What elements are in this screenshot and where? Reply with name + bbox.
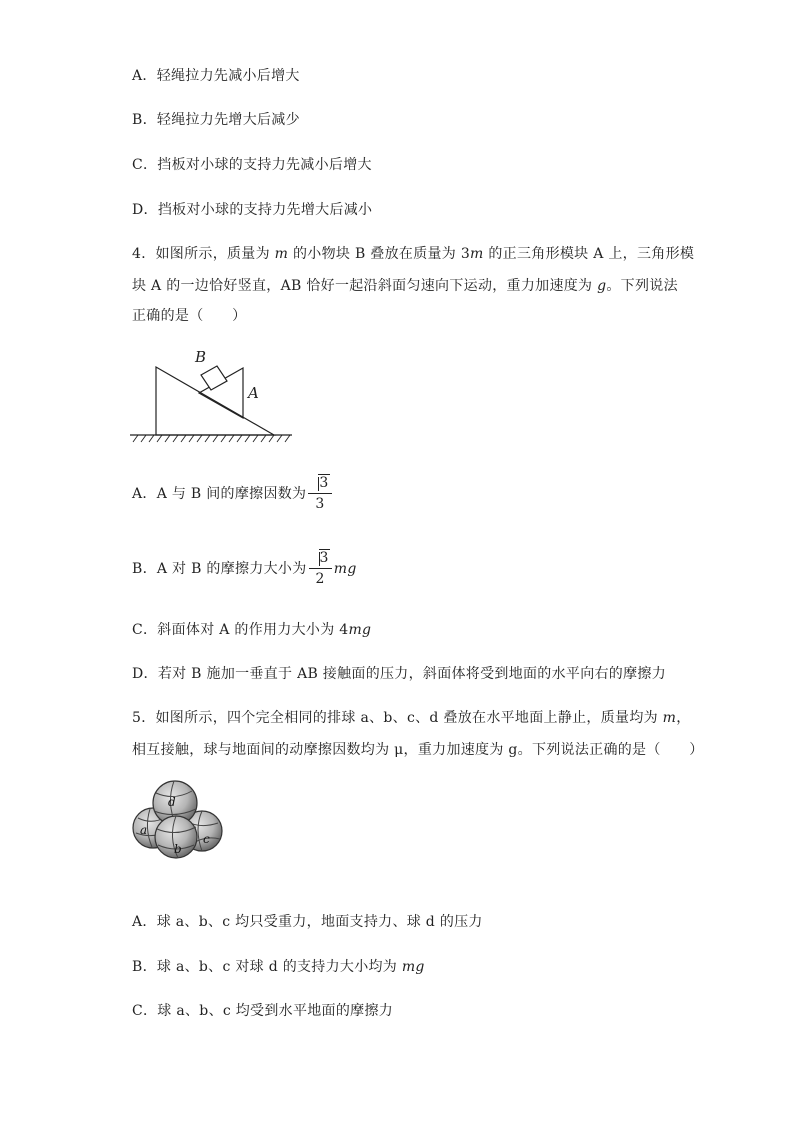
q4-option-d: D．若对 B 施加一垂直于 AB 接触面的压力，斜面体将受到地面的水平向右的摩擦力 <box>132 666 667 682</box>
q5-stem-line-1: 5．如图所示，四个完全相同的排球 a、b、c、d 叠放在水平地面上静止，质量均为 m， <box>132 710 691 726</box>
label-a: A <box>248 384 259 402</box>
fraction-sqrt3-over-2: $\frac{3}{2}$ <box>309 549 332 588</box>
volleyball-b <box>155 816 197 858</box>
q4-stem-line-3: 正确的是（ ） <box>132 308 247 324</box>
q4-option-c: C．斜面体对 A 的作用力大小为 4mg <box>132 622 372 638</box>
q5-option-a: A．球 a、b、c 均只受重力，地面支持力、球 d 的压力 <box>132 914 483 930</box>
svg-text:b: b <box>174 842 182 856</box>
q5-option-b: B．球 a、b、c 对球 d 的支持力大小均为 mg <box>132 959 425 975</box>
q5-stem-line-2: 相互接触，球与地面间的动摩擦因数均为 μ，重力加速度为 g。下列说法正确的是（ ） <box>132 742 704 758</box>
q3-option-b: B．轻绳拉力先增大后减少 <box>132 112 300 128</box>
block-b <box>201 366 227 390</box>
svg-text:d: d <box>168 795 176 809</box>
q3-option-d: D．挡板对小球的支持力先增大后减小 <box>132 202 373 218</box>
q5-option-c: C．球 a、b、c 均受到水平地面的摩擦力 <box>132 1003 394 1019</box>
q3-option-c: C．挡板对小球的支持力先减小后增大 <box>132 157 372 173</box>
q4-incline-figure <box>125 343 300 443</box>
fraction-sqrt3-over-3: $\frac{3}{3}$ <box>308 474 331 513</box>
q4-option-b: B．A 对 B 的摩擦力大小为 $\frac{3}{2}$ mg <box>132 549 357 587</box>
q4-stem-line-2: 块 A 的一边恰好竖直，AB 恰好一起沿斜面匀速向下运动，重力加速度为 g。下列说法 <box>132 278 678 294</box>
q3-option-a: A．轻绳拉力先减小后增大 <box>132 68 300 84</box>
q4-stem-line-1: 4．如图所示，质量为 m 的小物块 B 叠放在质量为 3m 的正三角形模块 A 上，三角形模 <box>132 246 695 262</box>
svg-text:c: c <box>203 832 210 846</box>
svg-text:a: a <box>140 823 148 837</box>
q5-volleyball-figure <box>130 773 225 861</box>
label-b: B <box>195 348 207 366</box>
q4-option-a: A．A 与 B 间的摩擦因数为 $\frac{3}{3}$ <box>132 473 334 515</box>
